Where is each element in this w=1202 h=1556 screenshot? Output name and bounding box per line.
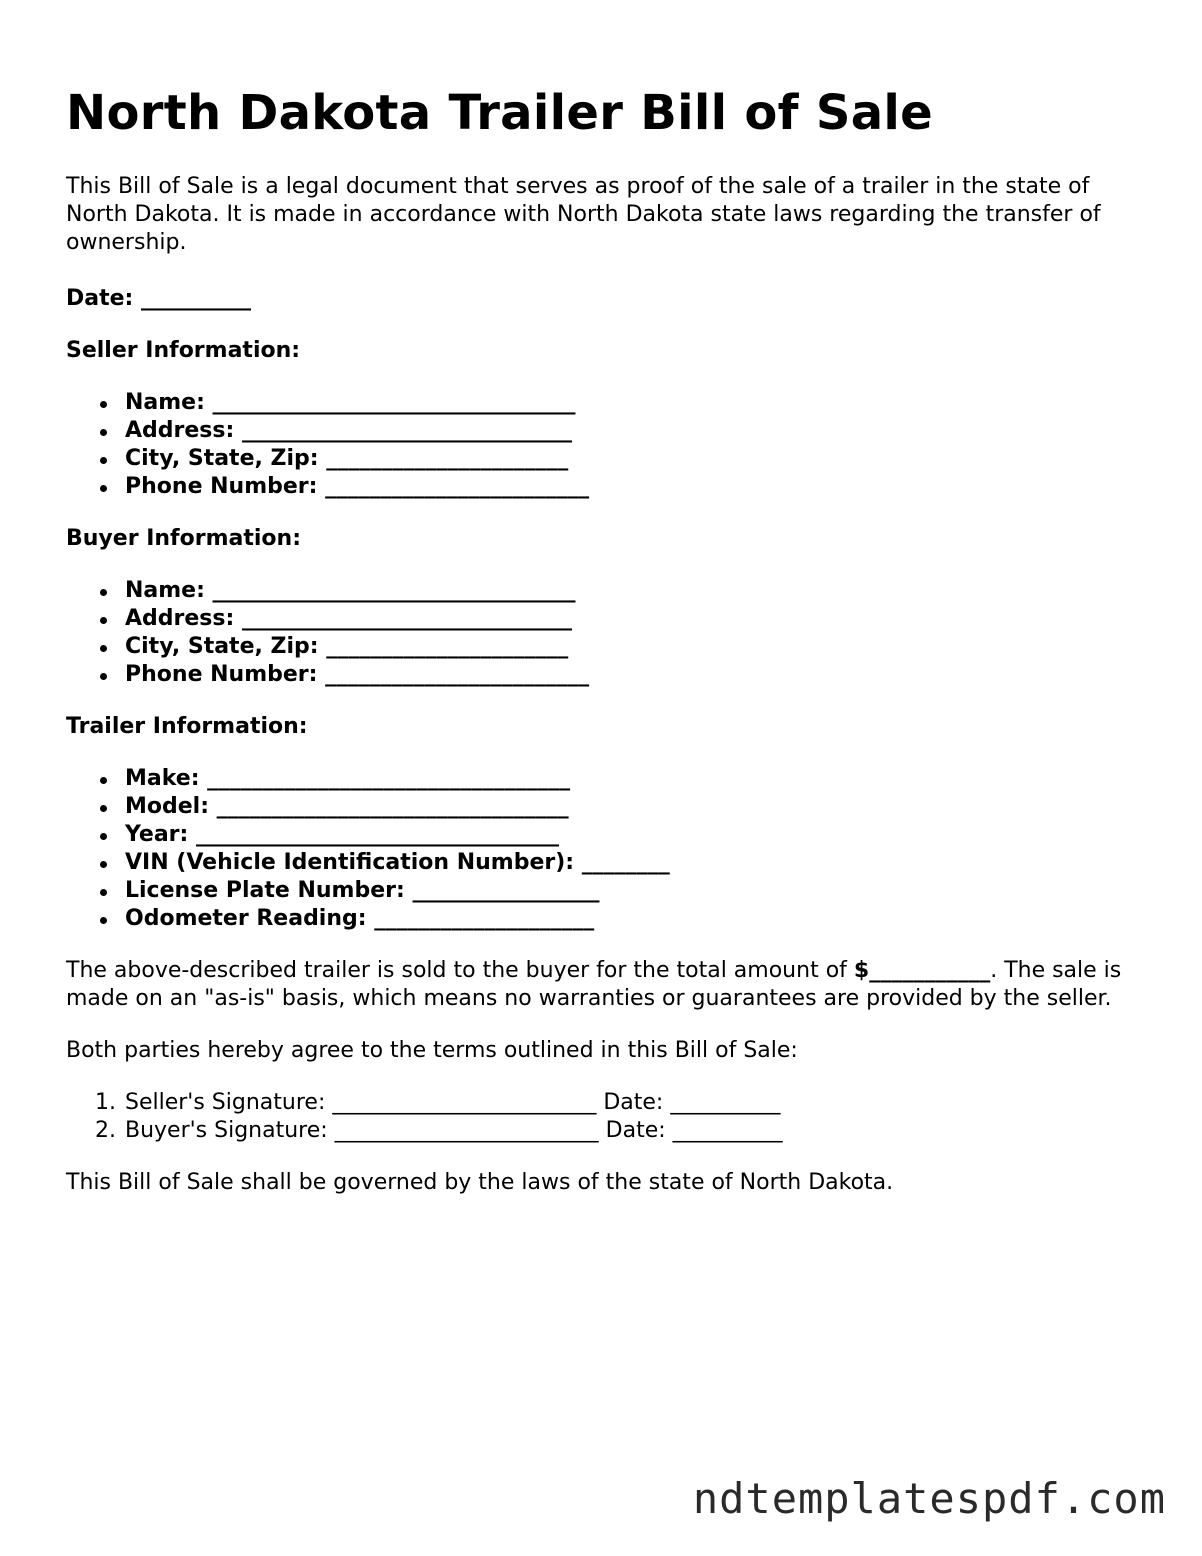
- date-field: Date: __________: [66, 286, 252, 311]
- buyer-address-field: Address: ______________________________: [125, 605, 1146, 633]
- agreement-paragraph: Both parties hereby agree to the terms outlined in this Bill of Sale:: [66, 1038, 798, 1063]
- seller-phone-field: Phone Number: ________________________: [125, 473, 1146, 501]
- trailer-make-field: Make: _________________________________: [125, 765, 1146, 793]
- buyer-phone-field: Phone Number: ________________________: [125, 661, 1146, 689]
- trailer-fields-list: [66, 765, 1146, 933]
- trailer-license-plate-field: License Plate Number: _________________: [125, 877, 1146, 905]
- seller-signature-line: Seller's Signature: ________________________ Date: __________: [125, 1090, 781, 1115]
- trailer-odometer-field: Odometer Reading: ____________________: [125, 905, 1146, 933]
- trailer-info-heading: Trailer Information:: [66, 714, 308, 739]
- buyer-signature-line: Buyer's Signature: ________________________ Date: __________: [125, 1118, 783, 1143]
- buyer-fields-list: [66, 577, 1146, 689]
- signature-list: [66, 1089, 1146, 1145]
- seller-info-heading: Seller Information:: [66, 338, 301, 363]
- seller-fields-list: [66, 389, 1146, 501]
- amount-text-after: . The sale is made on an "as-is" basis, which means no warranties or guarantees are provided by the seller.: [66, 958, 1122, 1011]
- amount-blank: $___________: [853, 958, 991, 983]
- trailer-model-field: Model: ________________________________: [125, 793, 1146, 821]
- buyer-info-heading: Buyer Information:: [66, 526, 301, 551]
- buyer-name-field: Name: _________________________________: [125, 577, 1146, 605]
- trailer-year-field: Year: _________________________________: [125, 821, 1146, 849]
- document-title: North Dakota Trailer Bill of Sale: [66, 85, 934, 141]
- site-watermark: ndtemplatespdf.com: [692, 1474, 1166, 1523]
- trailer-vin-field: VIN (Vehicle Identification Number): ________: [125, 849, 1146, 877]
- seller-name-field: Name: _________________________________: [125, 389, 1146, 417]
- buyer-city-state-zip-field: City, State, Zip: ______________________: [125, 633, 1146, 661]
- intro-paragraph: This Bill of Sale is a legal document that serves as proof of the sale of a trailer in the state of North Dakota. It is made in accordance with North Dakota state laws regarding the transfer of ownership.: [66, 174, 1101, 255]
- sale-amount-paragraph: [66, 957, 1146, 1013]
- closing-paragraph: This Bill of Sale shall be governed by the laws of the state of North Dakota.: [66, 1170, 894, 1195]
- amount-text-before: The above-described trailer is sold to the buyer for the total amount of: [66, 958, 854, 983]
- seller-city-state-zip-field: City, State, Zip: ______________________: [125, 445, 1146, 473]
- seller-address-field: Address: ______________________________: [125, 417, 1146, 445]
- document-page: [66, 82, 1146, 1197]
